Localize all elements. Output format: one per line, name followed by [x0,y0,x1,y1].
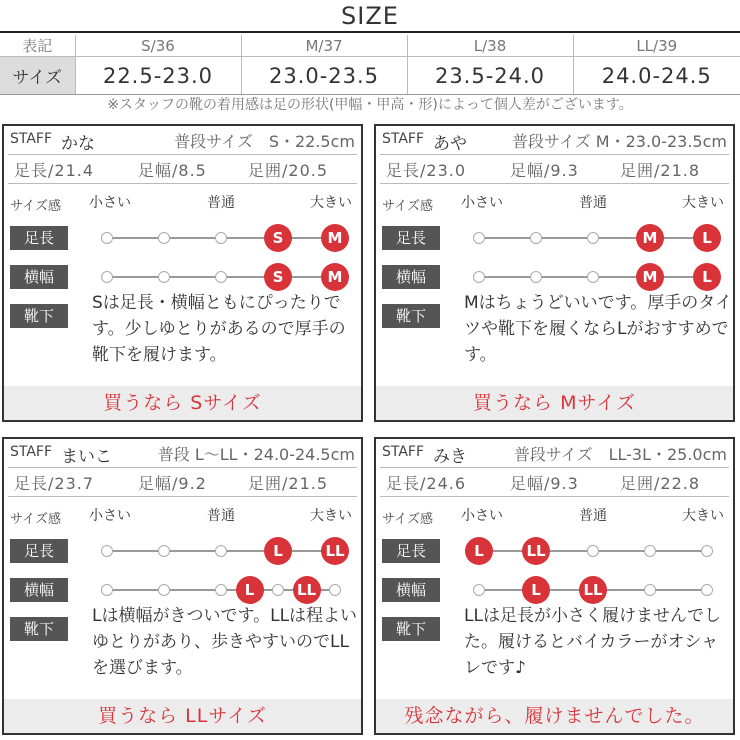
scale-dot [158,545,170,557]
foot-measurements [376,469,733,495]
staff-header [376,441,733,466]
scale-dot [644,584,656,596]
usual-size: 普段サイズ S・22.5cm [174,132,355,151]
foot-girth: 足囲/20.5 [248,161,329,180]
foot-length: 足長/23.7 [14,474,95,493]
width-size-marker: LL [293,576,321,604]
width-size-marker: M [636,263,664,291]
width-size-marker: L [236,576,264,604]
scale-dot [215,545,227,557]
divider [380,467,729,468]
foot-measurements [4,156,361,182]
fit-note: ※スタッフの靴の着用感は足の形状(甲幅・甲高・形)によって個人差がございます。 [107,97,633,113]
staff-comment: LLは足長が小さく履けませんでした。履けるとバイカラーがオシャレです♪ [464,606,721,678]
width-badge: 横幅 [382,265,440,289]
foot-length: 足長/24.6 [386,474,467,493]
length-size-marker: LL [522,537,550,565]
foot-width: 足幅/9.3 [510,161,579,180]
scale-normal-label: 普通 [579,195,607,211]
size-header-l: L/38 [407,35,573,57]
verdict-bar: 買うなら Mサイズ [376,386,733,420]
scale-small-label: 小さい [461,508,503,524]
scale-small-label: 小さい [89,508,131,524]
scale-dot [587,545,599,557]
staff-card [374,124,735,422]
scale-dot [215,232,227,244]
scale-dot [530,232,542,244]
fit-label: サイズ感 [10,512,61,527]
divider [8,467,357,468]
foot-width: 足幅/8.5 [138,161,207,180]
scale-dot [473,271,485,283]
verdict-bar: 買うなら Sサイズ [4,386,361,420]
scale-small-label: 小さい [89,195,131,211]
socks-badge: 靴下 [382,304,440,328]
length-badge: 足長 [382,539,440,563]
scale-dot [101,545,113,557]
scale-dot [701,584,713,596]
fit-label: サイズ感 [10,199,61,214]
foot-girth: 足囲/21.8 [620,161,701,180]
usual-size: 普段サイズ M・23.0-23.5cm [511,132,727,151]
usual-size: 普段 L〜LL・24.0-24.5cm [157,445,355,464]
size-header-s: S/36 [75,35,241,57]
size-header-m: M/37 [241,35,407,57]
staff-comment: Lは横幅がきついです。LLは程よいゆとりがあり、歩きやすいのでLLを選びます。 [92,606,358,678]
scale-dot [101,271,113,283]
size-header-label: 表記 [0,35,75,57]
scale-large-label: 大きい [682,195,724,211]
verdict-bar: 買うなら LLサイズ [4,699,361,733]
socks-badge: 靴下 [10,617,68,641]
page-title: SIZE [341,2,399,30]
divider [8,154,357,155]
length-badge: 足長 [382,226,440,250]
size-value-l: 23.5-24.0 [407,57,573,95]
scale-dot [101,584,113,596]
foot-measurements [376,156,733,182]
width-badge: 横幅 [382,578,440,602]
staff-label: STAFF [382,131,425,147]
length-badge: 足長 [10,226,68,250]
foot-length: 足長/21.4 [14,161,95,180]
staff-label: STAFF [382,444,425,460]
staff-card [374,437,735,735]
scale-dot [587,271,599,283]
scale-dot [329,584,341,596]
staff-header [4,128,361,153]
foot-length: 足長/23.0 [386,161,467,180]
divider [380,183,729,184]
scale-large-label: 大きい [310,508,352,524]
scale-dot [158,232,170,244]
scale-dot [530,271,542,283]
verdict-bar: 残念ながら、履けませんでした。 [376,699,733,733]
foot-girth: 足囲/21.5 [248,474,329,493]
size-value-s: 22.5-23.0 [75,57,241,95]
width-size-marker: M [321,263,349,291]
scale-large-label: 大きい [310,195,352,211]
usual-size: 普段サイズ LL-3L・25.0cm [513,445,727,464]
scale-dot [473,584,485,596]
length-size-marker: L [693,224,721,252]
scale-large-label: 大きい [682,508,724,524]
staff-header [4,441,361,466]
scale-small-label: 小さい [461,195,503,211]
foot-girth: 足囲/22.8 [620,474,701,493]
length-size-marker: M [636,224,664,252]
width-size-marker: LL [579,576,607,604]
staff-name: あや [433,134,467,154]
socks-badge: 靴下 [382,617,440,641]
fit-label: サイズ感 [382,199,433,214]
staff-comment: Sは足長・横幅ともにぴったりです。少しゆとりがあるので厚手の靴下を履けます。 [92,293,346,365]
divider [8,183,357,184]
foot-measurements [4,469,361,495]
fit-label: サイズ感 [382,512,433,527]
scale-normal-label: 普通 [207,195,235,211]
size-row-label: サイズ [0,57,75,95]
foot-width: 足幅/9.2 [138,474,207,493]
scale-normal-label: 普通 [579,508,607,524]
staff-name: まいこ [61,447,112,467]
scale-dot [644,545,656,557]
size-table-value-row [0,57,740,95]
size-table-header-row [0,35,740,57]
length-size-marker: L [465,537,493,565]
length-size-marker: M [321,224,349,252]
divider [380,496,729,497]
staff-label: STAFF [10,131,53,147]
width-badge: 横幅 [10,265,68,289]
scale-normal-label: 普通 [207,508,235,524]
staff-card [2,124,363,422]
staff-name: かな [61,134,95,154]
staff-comment: Mはちょうどいいです。厚手のタイツや靴下を履くならLがおすすめです。 [464,293,732,365]
width-badge: 横幅 [10,578,68,602]
size-value-m: 23.0-23.5 [241,57,407,95]
foot-width: 足幅/9.3 [510,474,579,493]
width-size-marker: L [522,576,550,604]
staff-label: STAFF [10,444,53,460]
scale-dot [158,271,170,283]
size-value-ll: 24.0-24.5 [573,57,740,95]
scale-dot [701,545,713,557]
staff-header [376,128,733,153]
staff-card [2,437,363,735]
title-underline [0,31,740,33]
length-size-marker: L [264,537,292,565]
divider [8,496,357,497]
size-header-ll: LL/39 [573,35,740,57]
scale-dot [215,584,227,596]
length-size-marker: S [264,224,292,252]
length-size-marker: LL [321,537,349,565]
scale-dot [473,232,485,244]
divider [380,154,729,155]
scale-dot [272,584,284,596]
length-badge: 足長 [10,539,68,563]
width-size-marker: L [693,263,721,291]
scale-dot [215,271,227,283]
scale-dot [101,232,113,244]
scale-dot [587,232,599,244]
socks-badge: 靴下 [10,304,68,328]
size-table [0,35,740,95]
staff-name: みき [433,447,467,467]
width-size-marker: S [264,263,292,291]
scale-dot [158,584,170,596]
